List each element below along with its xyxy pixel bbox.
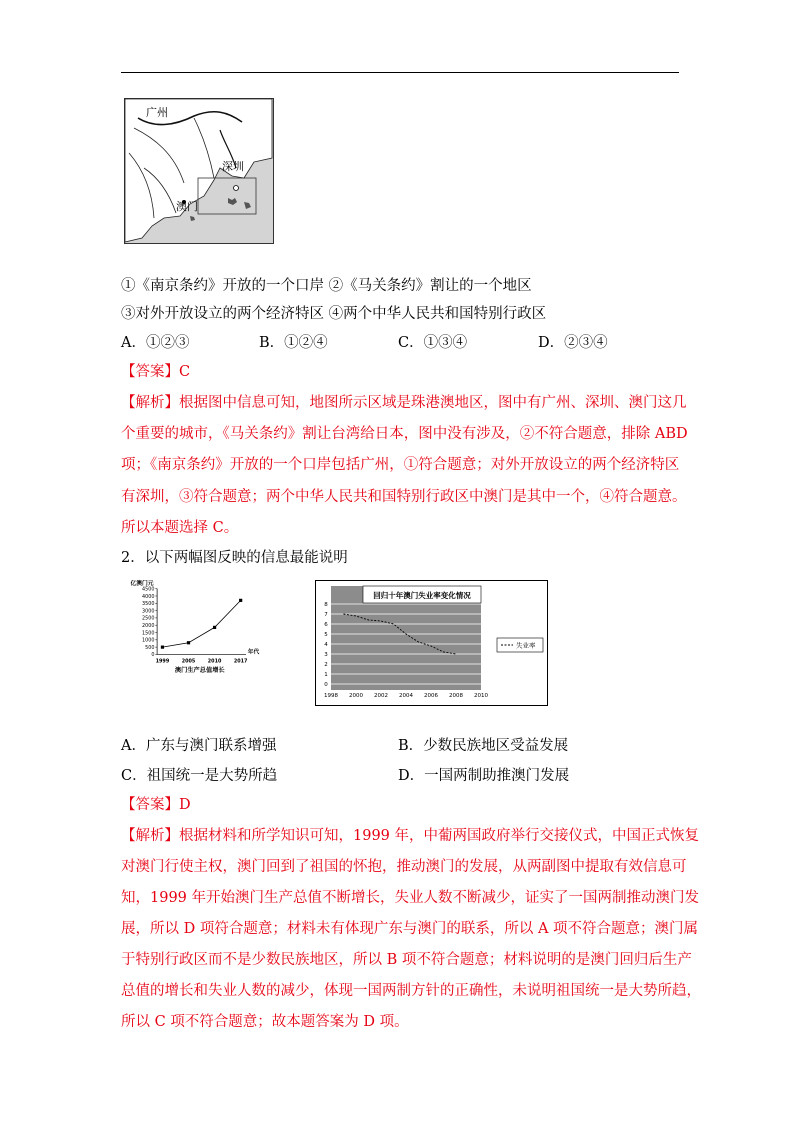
unemployment-ytick-label: 5: [324, 632, 328, 638]
unemployment-ytick-label: 7: [324, 612, 328, 618]
q2-option-a: A．广东与澳门联系增强: [121, 738, 277, 754]
q1-option-b: B．①②④: [259, 335, 328, 351]
gdp-xtick-label: 1999: [155, 658, 170, 665]
q2-analysis-line-2: 对澳门行使主权，澳门回到了祖国的怀抱，推动澳门的发展，从两副图中提取有效信息可: [121, 859, 687, 875]
q2-option-c: C．祖国统一是大势所趋: [121, 768, 278, 784]
gdp-ytick-label: 0: [151, 652, 155, 659]
unemployment-ytick-label: 8: [324, 602, 328, 608]
q1-option-c: C．①③④: [398, 335, 468, 351]
gdp-series-line: [162, 600, 240, 647]
gdp-growth-chart: [121, 578, 291, 690]
gdp-ytick-label: 1500: [142, 630, 155, 637]
unemployment-xtick-label: 1998: [324, 693, 338, 699]
gdp-ytick-label: 3000: [142, 608, 155, 615]
unemployment-ytick-label: 0: [324, 682, 328, 688]
q2-analysis-line-6: 总值的增长和失业人数的减少，体现一国两制方针的正确性，未说明祖国统一是大势所趋，: [121, 983, 701, 999]
unemployment-xtick-label: 2002: [374, 693, 388, 699]
gdp-xtick-label: 2017: [233, 658, 248, 665]
q2-analysis-line-4: 展，所以 D 项符合题意；材料未有体现广东与澳门的联系，所以 A 项不符合题意；澳门属: [121, 921, 699, 937]
q1-answer: [121, 362, 190, 382]
gdp-ytick-label: 500: [145, 644, 155, 651]
unemployment-xtick-label: 2000: [349, 693, 363, 699]
q1-analysis-line-2: 个重要的城市，《马关条约》割让台湾给日本，图中没有涉及，②不符合题意，排除 ABD: [121, 426, 688, 442]
gdp-data-point: [187, 641, 190, 644]
legend-label-unemployment: 失业率: [516, 641, 536, 650]
q2-answer-value: D: [179, 797, 191, 813]
gdp-ytick-label: 2000: [142, 622, 155, 629]
q1-analysis-line-5: 所以本题选择 C。: [121, 520, 239, 536]
q1-answer-value: C: [179, 364, 191, 380]
q1-analysis-line-4: 有深圳，③符合题意；两个中华人民共和国特别行政区中澳门是其中一个，④符合题意。: [121, 489, 687, 505]
q1-statement-line-1: ①《南京条约》开放的一个口岸 ②《马关条约》割让的一个地区: [121, 278, 532, 294]
gdp-ytick-label: 4500: [142, 586, 155, 593]
map-label-shenzhen: 深圳: [222, 160, 244, 173]
unemployment-chart-title: 回归十年澳门失业率变化情况: [373, 591, 471, 600]
pearl-river-delta-map: [124, 98, 274, 244]
gdp-ytick-label: 1000: [142, 637, 155, 644]
q2-analysis-line-1: 【解析】根据材料和所学知识可知，1999 年，中葡两国政府举行交接仪式，中国正式恢复: [121, 828, 700, 844]
q1-option-a: A．①②③: [121, 335, 190, 351]
q1-option-d: D．②③④: [538, 335, 608, 351]
gdp-ytick-label: 2500: [142, 615, 155, 622]
q2-answer: [121, 795, 191, 815]
unemployment-chart: [315, 580, 548, 706]
gdp-xtick-label: 2010: [207, 658, 222, 665]
unemployment-ytick-label: 1: [324, 672, 328, 678]
gdp-data-point: [239, 599, 242, 602]
q2-option-d: D．一国两制助推澳门发展: [398, 768, 570, 784]
unemployment-xtick-label: 2008: [449, 693, 463, 699]
header-rule: [121, 72, 679, 73]
map-label-macau: 澳门: [176, 200, 198, 213]
q2-stem: 2．以下两幅图反映的信息最能说明: [121, 550, 348, 566]
unemployment-xtick-label: 2006: [424, 693, 438, 699]
unemployment-xtick-label: 2010: [474, 693, 488, 699]
q2-answer-tag: 【答案】: [121, 797, 179, 813]
unemployment-ytick-label: 4: [324, 642, 328, 648]
gdp-data-point: [161, 646, 164, 649]
q1-analysis-line-1: 【解析】根据图中信息可知，地图所示区域是珠港澳地区，图中有广州、深圳、澳门这几: [121, 395, 687, 411]
q2-analysis-line-7: 所以 C 项不符合题意；故本题答案为 D 项。: [121, 1014, 409, 1030]
map-label-guangzhou: 广州: [146, 106, 168, 119]
gdp-data-point: [213, 626, 216, 629]
q2-option-b: B．少数民族地区受益发展: [398, 738, 569, 754]
q1-answer-tag: 【答案】: [121, 364, 179, 380]
q1-analysis-line-3: 项；《南京条约》开放的一个口岸包括广州，①符合题意；对外开放设立的两个经济特区: [121, 457, 680, 473]
gdp-ytick-label: 3500: [142, 601, 155, 608]
gdp-chart-title: 澳门生产总值增长: [174, 667, 225, 675]
unemployment-xtick-label: 2004: [399, 693, 413, 699]
unemployment-ytick-label: 6: [324, 622, 328, 628]
gdp-xtick-label: 2005: [181, 658, 196, 665]
gdp-chart-xlabel: 年代: [247, 649, 260, 656]
unemployment-ytick-label: 3: [324, 652, 328, 658]
q1-statement-line-2: ③对外开放设立的两个经济特区 ④两个中华人民共和国特别行政区: [121, 306, 547, 322]
unemployment-ytick-label: 2: [324, 662, 328, 668]
q2-analysis-line-5: 于特别行政区而不是少数民族地区，所以 B 项不符合题意；材料说明的是澳门回归后生产: [121, 952, 692, 968]
gdp-chart-ylabel: 亿澳门元: [130, 581, 154, 588]
q2-analysis-line-3: 知，1999 年开始澳门生产总值不断增长，失业人数不断减少，证实了一国两制推动澳门发: [121, 890, 700, 906]
gdp-ytick-label: 4000: [142, 593, 155, 600]
